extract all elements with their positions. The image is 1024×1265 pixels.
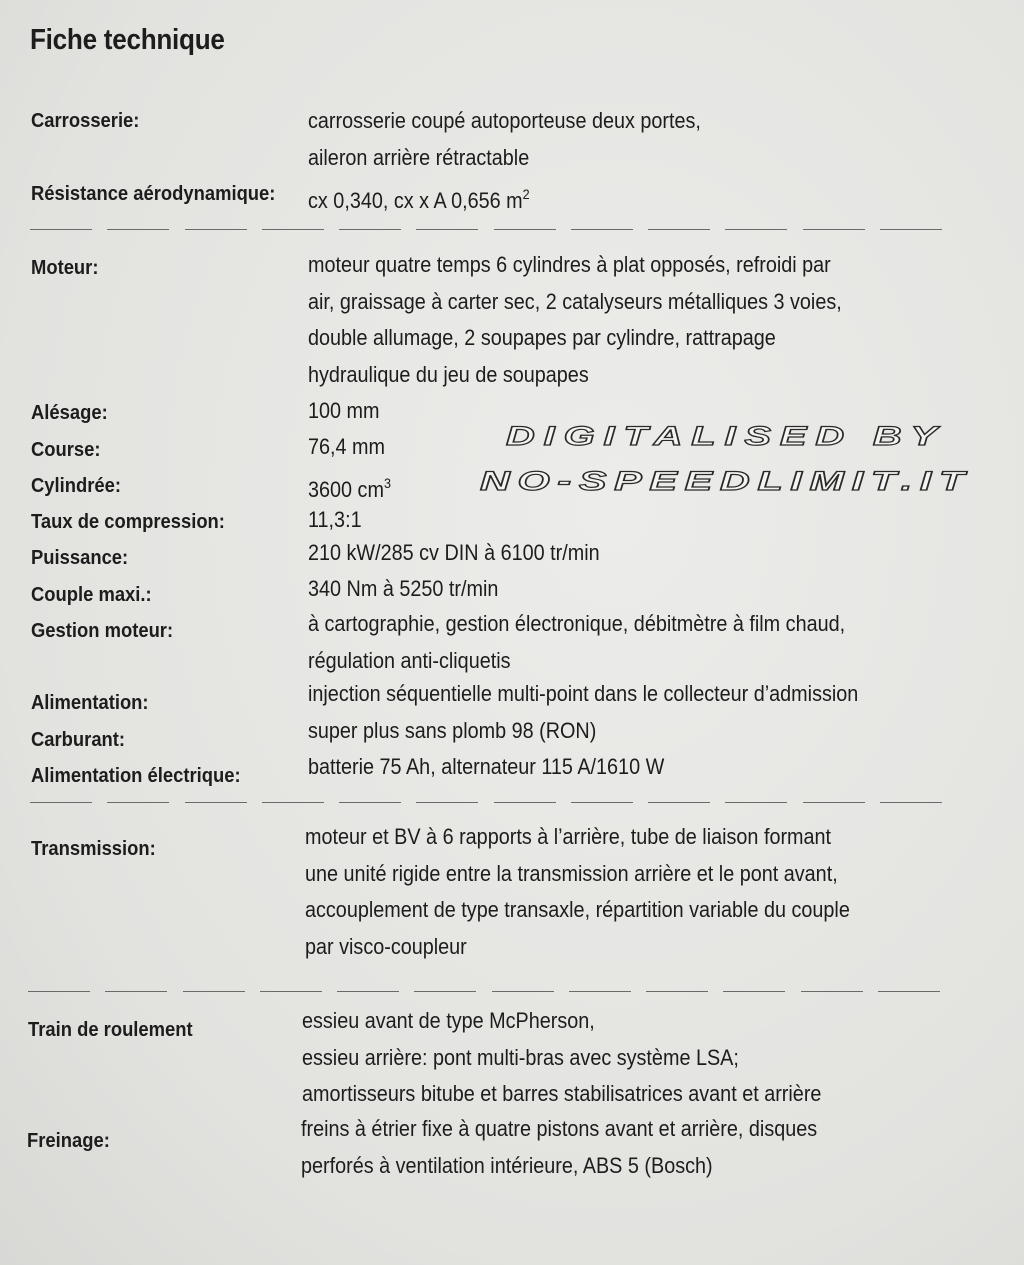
course-text: 76,4 mm [308,434,386,459]
carburant-label: Carburant: [31,729,126,751]
section-divider [28,991,940,993]
train-line: essieu avant de type McPherson, [302,1008,595,1033]
taux-value [308,502,902,539]
moteur-line: moteur quatre temps 6 cylindres à plat opposés, refroidi par [308,252,831,277]
train-line: amortisseurs bitube et barres stabilisatrices avant et arrière [302,1081,822,1106]
gestion-label: Gestion moteur: [31,620,174,642]
section-divider [30,229,942,231]
transmission-line: une unité rigide entre la transmission arrière et le pont avant, [305,860,838,886]
alesage-label: Alésage: [31,402,108,424]
carrosserie-label: Carrosserie: [31,110,140,132]
electrique-text: batterie 75 Ah, alternateur 115 A/1610 W [308,754,665,779]
carrosserie-line: carrosserie coupé autoporteuse deux portes, [308,108,701,133]
transmission-label: Transmission: [31,838,156,860]
cylindree-value [308,465,902,502]
carrosserie-line: aileron arrière rétractable [308,144,530,170]
transmission-line: par visco-coupleur [305,933,467,959]
carburant-text: super plus sans plomb 98 (RON) [308,718,597,743]
resistance-value [308,176,902,213]
taux-text: 11,3:1 [308,507,362,532]
gestion-line: à cartographie, gestion électronique, débitmètre à film chaud, [308,611,846,636]
moteur-line: double allumage, 2 soupapes par cylindre, rattrapage [308,325,776,350]
moteur-label: Moteur: [31,257,99,279]
alimentation-text: injection séquentielle multi-point dans le collecteur d’admission [308,681,859,706]
train-line: essieu arrière: pont multi-bras avec système LSA; [302,1044,739,1070]
moteur-line: air, graissage à carter sec, 2 catalyseurs métalliques 3 voies, [308,288,842,314]
cylindree-sup: 3 [383,475,391,491]
gestion-line: régulation anti-cliquetis [308,647,511,673]
watermark-line2: NO-SPEEDLIMIT.IT [480,466,972,496]
couple-text: 340 Nm à 5250 tr/min [308,576,499,601]
transmission-value [305,819,899,965]
moteur-value [308,247,902,393]
cylindree-text: 3600 cm [308,477,384,502]
resistance-label: Résistance aérodynamique: [31,183,276,205]
puissance-text: 210 kW/285 cv DIN à 6100 tr/min [308,540,600,565]
transmission-line: accouplement de type transaxle, répartition variable du couple [305,897,850,922]
gestion-value [308,606,902,679]
electrique-value [308,749,902,786]
alimentation-label: Alimentation: [31,692,149,714]
puissance-value [308,535,902,572]
resistance-sup: 2 [522,186,530,202]
moteur-line: hydraulique du jeu de soupapes [308,361,589,387]
carrosserie-value [308,103,902,176]
transmission-line: moteur et BV à 6 rapports à l’arrière, tube de liaison formant [305,824,832,849]
course-label: Course: [31,439,101,461]
freinage-value [301,1111,895,1184]
page-title: Fiche technique [30,24,225,56]
freinage-label: Freinage: [27,1130,110,1152]
couple-label: Couple maxi.: [31,584,152,606]
alimentation-value [308,676,902,713]
puissance-label: Puissance: [31,547,129,569]
carburant-value [308,713,902,750]
alesage-value [308,393,902,430]
electrique-label: Alimentation électrique: [31,765,241,787]
section-divider [30,802,942,804]
resistance-text: cx 0,340, cx x A 0,656 m [308,188,523,213]
freinage-line: perforés à ventilation intérieure, ABS 5 (Bosch) [301,1152,713,1178]
watermark-line1: DIGITALISED BY [506,421,946,451]
taux-label: Taux de compression: [31,511,225,533]
cylindree-label: Cylindrée: [31,475,121,497]
couple-value [308,571,902,608]
course-value [308,429,902,466]
alesage-text: 100 mm [308,398,380,423]
freinage-line: freins à étrier fixe à quatre pistons avant et arrière, disques [301,1116,818,1141]
train-label: Train de roulement [28,1019,193,1041]
train-value [302,1003,896,1113]
